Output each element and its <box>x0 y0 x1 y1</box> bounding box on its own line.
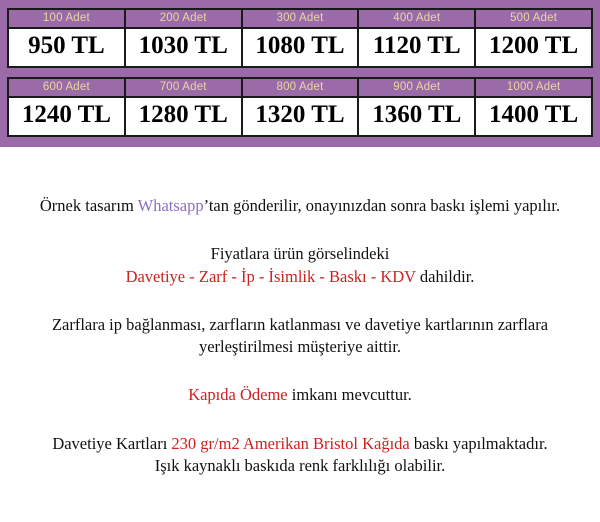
price-cell-200 <box>126 10 243 66</box>
price-cell-500 <box>476 10 591 66</box>
price-cell-quantity: 900 Adet <box>359 79 474 98</box>
price-cell-400 <box>359 10 476 66</box>
price-cell-price: 1120 TL <box>372 32 461 59</box>
info-text-block <box>0 195 600 477</box>
price-cell-800 <box>243 79 360 135</box>
price-cell-quantity: 500 Adet <box>476 10 591 29</box>
info-text: ’tan gönderilir, onayınızdan sonra baskı işlemi yapılır. <box>203 196 561 215</box>
price-cell-price: 1400 TL <box>489 101 579 128</box>
price-cell-600 <box>9 79 126 135</box>
price-row <box>7 8 593 68</box>
price-table-panel <box>0 0 600 147</box>
info-text-line: Zarflara ip bağlanması, zarfların katlanması ve davetiye kartlarının zarflara <box>51 314 549 334</box>
price-cell-900 <box>359 79 476 135</box>
price-cell-quantity: 100 Adet <box>9 10 124 29</box>
cash-on-delivery-highlight: Kapıda Ödeme <box>188 385 288 405</box>
price-cell-quantity: 200 Adet <box>126 10 241 29</box>
info-paragraph-cash-on-delivery <box>10 384 590 406</box>
price-cell-price: 950 TL <box>28 32 105 59</box>
price-cell-price: 1240 TL <box>21 101 111 128</box>
price-cell-700 <box>126 79 243 135</box>
info-text: baskı yapılmaktadır. <box>409 433 548 453</box>
price-cell-price: 1360 TL <box>372 101 462 128</box>
paper-stock-highlight: 230 gr/m2 Amerikan Bristol Kağıda <box>171 433 410 453</box>
price-cell-price: 1200 TL <box>489 32 579 59</box>
included-items-highlight: Davetiye - Zarf - İp - İsimlik - Baskı - KDV <box>125 266 416 286</box>
price-cell-300 <box>243 10 360 66</box>
info-text-line: Fiyatlara ürün görselindeki <box>210 244 390 264</box>
info-text: imkanı mevcuttur. <box>287 385 412 405</box>
info-text-line: yerleştirilmesi müşteriye aittir. <box>198 337 402 357</box>
info-text: dahildir. <box>415 266 475 286</box>
info-paragraph-customer-responsibility <box>10 314 590 359</box>
info-paragraph-included <box>10 243 590 288</box>
info-text: Davetiye Kartları <box>52 433 172 453</box>
price-cell-quantity: 300 Adet <box>243 10 358 29</box>
info-text-line <box>10 266 590 288</box>
price-cell-price: 1320 TL <box>255 101 345 128</box>
info-text: Örnek tasarım <box>39 196 138 215</box>
price-cell-quantity: 1000 Adet <box>476 79 591 98</box>
info-text-line: Işık kaynaklı baskıda renk farklılığı olabilir. <box>154 455 446 475</box>
price-row <box>7 77 593 137</box>
info-paragraph-sample-design <box>10 195 590 217</box>
price-cell-quantity: 400 Adet <box>359 10 474 29</box>
price-cell-price: 1280 TL <box>138 101 228 128</box>
price-cell-1000 <box>476 79 591 135</box>
price-cell-quantity: 800 Adet <box>243 79 358 98</box>
price-cell-100 <box>9 10 126 66</box>
price-cell-quantity: 700 Adet <box>126 79 241 98</box>
info-text-line <box>10 433 590 455</box>
price-cell-price: 1030 TL <box>138 32 228 59</box>
price-cell-quantity: 600 Adet <box>9 79 124 98</box>
price-cell-price: 1080 TL <box>255 32 345 59</box>
info-paragraph-paper-stock <box>10 433 590 478</box>
whatsapp-highlight: Whatsapp <box>137 196 204 215</box>
